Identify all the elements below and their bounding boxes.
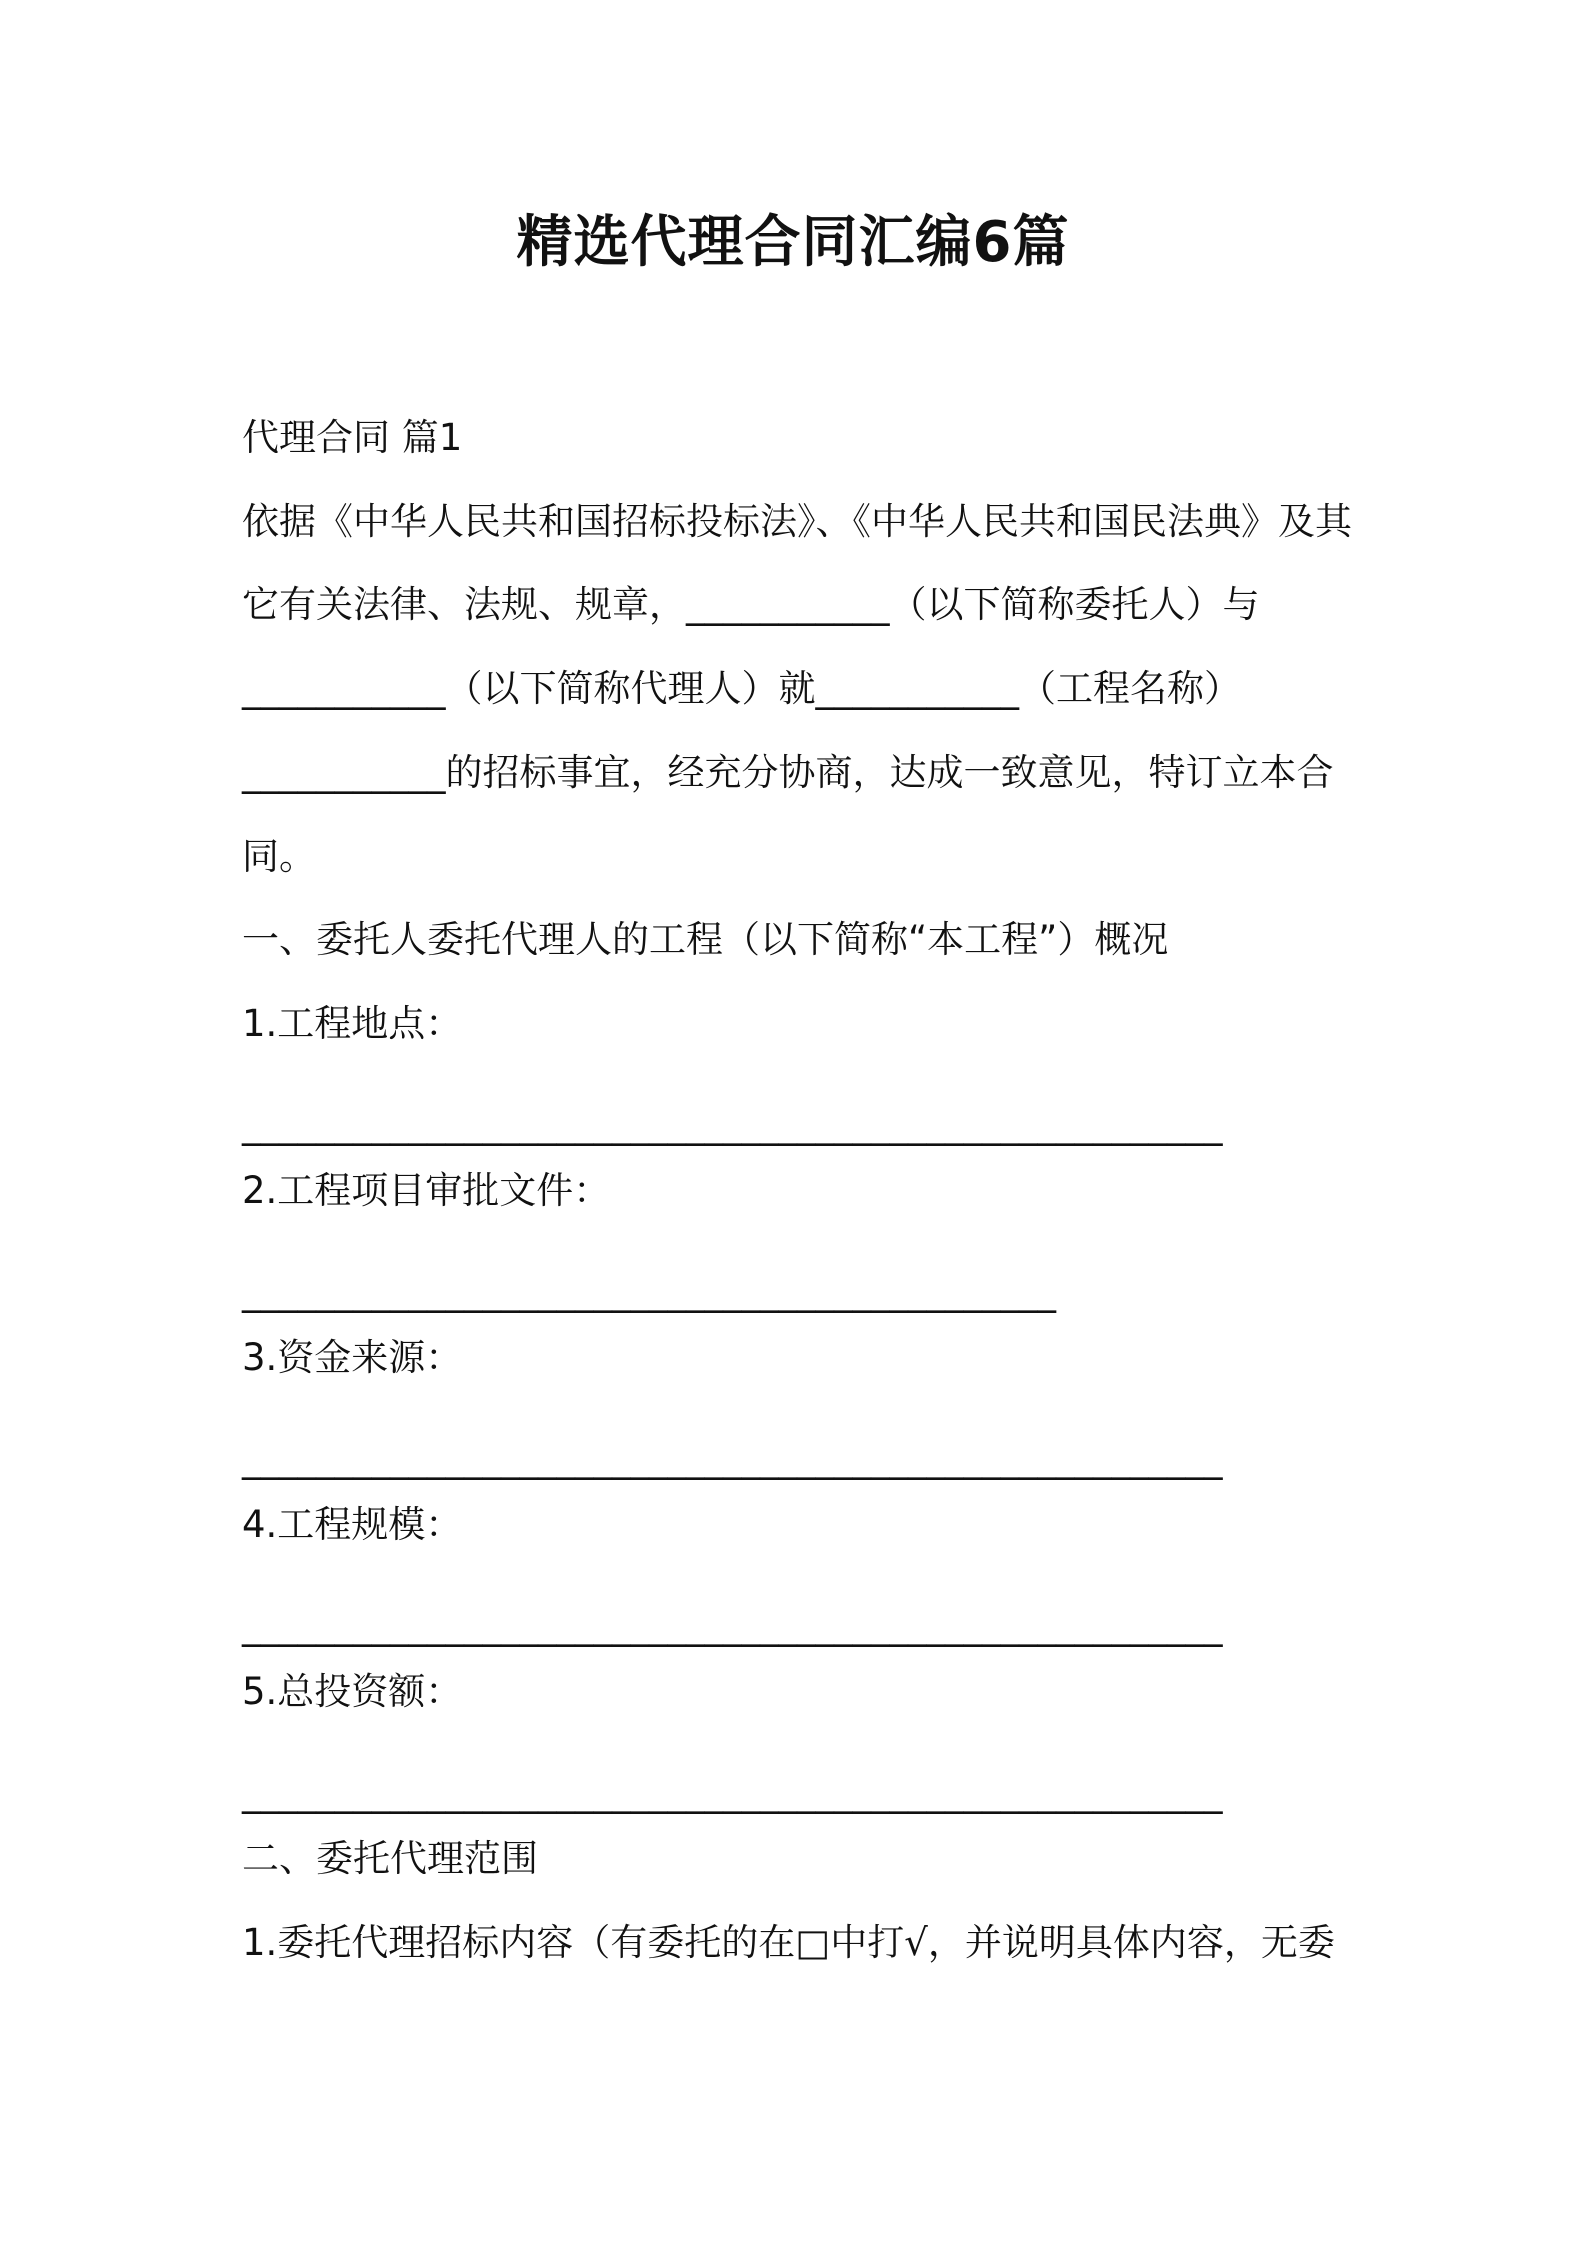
item-1-blank: _____________________________________________________ [242,1103,1223,1146]
item-2-label: 2.工程项目审批文件： [242,1169,611,1212]
item-4-blank: _____________________________________________________ [242,1604,1223,1647]
paragraph-line-5: 同。 [242,835,316,878]
paragraph-line-4: ___________的招标事宜，经充分协商，达成一致意见，特订立本合 [242,751,1334,794]
item-5-label: 5.总投资额： [242,1670,463,1713]
item-4-label: 4.工程规模： [242,1503,463,1546]
paragraph-line-3: ___________（以下简称代理人）就___________（工程名称） [242,667,1241,710]
section-heading: 代理合同 篇1 [242,416,463,459]
part-two-item-1: 1.委托代理招标内容（有委托的在□中打√，并说明具体内容，无委 [242,1921,1335,1964]
document-title: 精选代理合同汇编6篇 [516,210,1070,275]
item-2-blank: ____________________________________________ [242,1270,1056,1313]
part-one-heading: 一、委托人委托代理人的工程（以下简称“本工程”）概况 [242,918,1169,961]
part-two-heading: 二、委托代理范围 [242,1837,538,1880]
paragraph-line-1: 依据《中华人民共和国招标投标法》、《中华人民共和国民法典》及其 [242,500,1352,543]
item-5-blank: _____________________________________________________ [242,1771,1223,1814]
item-3-label: 3.资金来源： [242,1336,463,1379]
item-1-label: 1.工程地点： [242,1002,463,1045]
item-3-blank: _____________________________________________________ [242,1437,1223,1480]
paragraph-line-2: 它有关法律、法规、规章，___________（以下简称委托人）与 [242,583,1260,626]
